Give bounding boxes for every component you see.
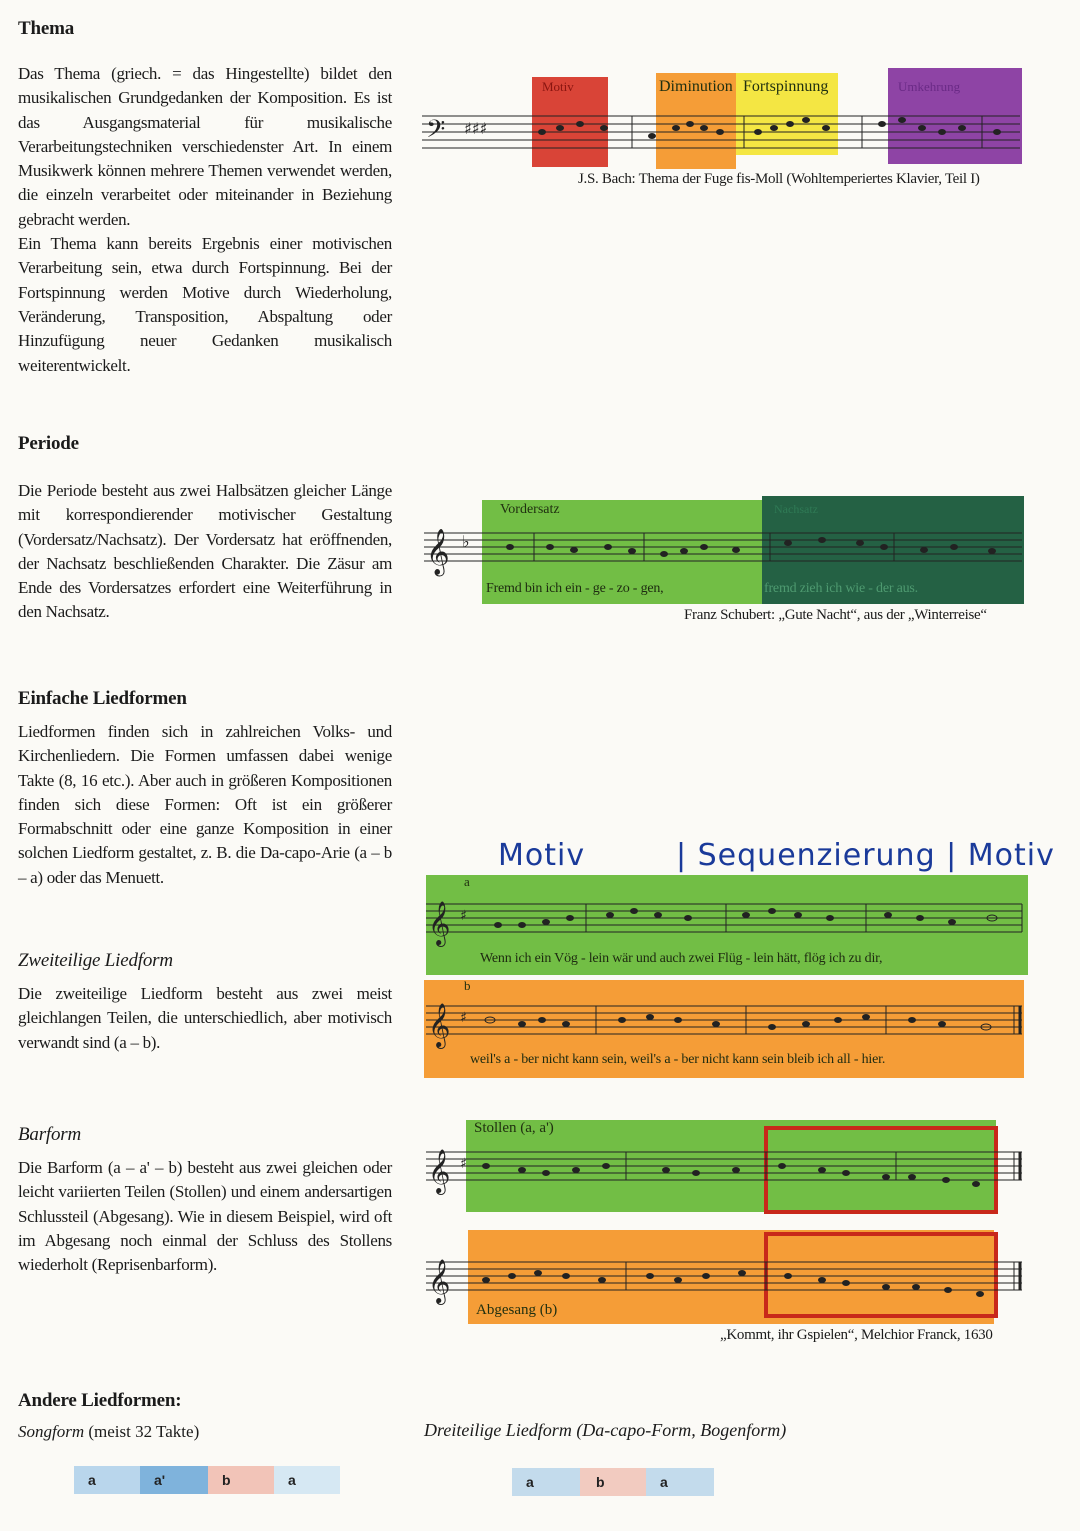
thema-paragraph-2: Ein Thema kann bereits Ergebnis einer motivischen Verarbeitung sein, etwa durch Fortspinnung. Bei der Fortspinnung werden Motive durch Wiederholung, Veränderung, Transposition, Abspaltung oder Hinzufügung neuer Gedanken musikalisch weiterentwickelt. xyxy=(18,234,392,375)
svg-text:♭: ♭ xyxy=(462,532,470,551)
mark-a: a xyxy=(464,874,470,889)
einfache-paragraph: Liedformen finden sich in zahlreichen Volks- und Kirchenliedern. Die Formen umfassen dabei wenige Takte (8, 16 etc.). Aber auch in größeren Kompositionen finden sich diese Formen: Oft ist ein größerer Formabschnitt oder eine ganze Komposition in einer solchen Liedform gestaltet, z. B. die Da-capo-Arie (a – b – a) oder das Menuett. xyxy=(18,722,392,887)
svg-text:♯♯♯: ♯♯♯ xyxy=(464,119,488,138)
section-barform xyxy=(18,1124,392,1277)
section-einfache-liedformen xyxy=(18,688,392,890)
voeglein-staff-1 xyxy=(426,898,1024,948)
songform-line xyxy=(18,1422,392,1442)
bach-staff xyxy=(422,102,1022,172)
dreiteilige-liedform-heading: Dreiteilige Liedform (Da-capo-Form, Bogenform) xyxy=(424,1420,787,1440)
chip-songform-a3: a xyxy=(274,1466,340,1494)
heading-thema: Thema xyxy=(18,18,75,39)
chip-songform-b: b xyxy=(208,1466,274,1494)
voeglein-staff-2 xyxy=(426,1000,1024,1050)
svg-text:𝄢: 𝄢 xyxy=(426,115,446,150)
chip-dreiteilig-a1: a xyxy=(512,1468,580,1496)
zweiteilig-paragraph: Die zweiteilige Liedform besteht aus zwei meist gleichlangen Teilen, die unterschiedlich, aber motivisch verwandt sind (a – b). xyxy=(18,984,392,1052)
lyrics-nachsatz: fremd zieh ich wie - der aus. xyxy=(764,581,918,596)
label-vordersatz: Vordersatz xyxy=(500,502,560,517)
label-abgesang: Abgesang (b) xyxy=(476,1302,558,1318)
chip-dreiteilig-b: b xyxy=(580,1468,646,1496)
heading-periode: Periode xyxy=(18,433,79,454)
songform-title: Songform xyxy=(18,1422,85,1441)
svg-text:♯: ♯ xyxy=(460,908,467,924)
songform-detail: (meist 32 Takte) xyxy=(88,1422,200,1441)
svg-text:𝄞: 𝄞 xyxy=(428,1149,451,1193)
heading-andere-liedformen: Andere Liedformen: xyxy=(18,1390,182,1411)
franck-staff-2 xyxy=(426,1256,1024,1306)
barform-paragraph: Die Barform (a – a' – b) besteht aus zwei gleichen oder leicht variierten Teilen (Stollen) und einem andersartigen Schlussteil (Abgesang). Wie in diesem Beispiel, wird oft im Abgesang noch einmal der Schluss des Stollens wiederholt (Reprisenbarform). xyxy=(18,1158,392,1275)
label-fortspinnung: Fortspinnung xyxy=(743,78,829,95)
section-zweiteilige-liedform xyxy=(18,950,392,1055)
handwritten-motiv: Motiv xyxy=(498,838,586,873)
label-stollen: Stollen (a, a') xyxy=(474,1120,554,1136)
heading-einfache-liedformen: Einfache Liedformen xyxy=(18,688,187,709)
caption-schubert: Franz Schubert: „Gute Nacht“, aus der „Winterreise“ xyxy=(684,607,987,623)
lyrics-line-1: Wenn ich ein Vög - lein wär und auch zwei Flüg - lein hätt, flög ich zu dir, xyxy=(480,951,883,966)
section-andere-liedformen xyxy=(18,1390,392,1442)
chip-songform-a2: a' xyxy=(140,1466,208,1494)
svg-text:♯: ♯ xyxy=(460,1010,467,1026)
svg-text:𝄞: 𝄞 xyxy=(428,1259,451,1303)
chip-dreiteilig-a2: a xyxy=(646,1468,714,1496)
mark-b: b xyxy=(464,978,471,993)
heading-zweiteilige-liedform: Zweiteilige Liedform xyxy=(18,950,173,971)
handwritten-sequenzierung: | Sequenzierung | Motiv xyxy=(676,838,1055,873)
svg-text:𝄞: 𝄞 xyxy=(428,901,451,945)
label-nachsatz: Nachsatz xyxy=(774,502,818,516)
label-umkehrung: Umkehrung xyxy=(898,79,961,94)
svg-text:𝄞: 𝄞 xyxy=(428,1003,451,1047)
periode-paragraph: Die Periode besteht aus zwei Halbsätzen gleicher Länge mit korrespondierender motivischer Gestaltung (Vordersatz/Nachsatz). Der Vordersatz hat eröffnenden, der Nachsatz beschließenden Charakter. Die Zäsur am Ende des Vordersatzes erfordert eine Weiterführung in den Nachsatz. xyxy=(18,481,392,622)
caption-franck: „Kommt, ihr Gspielen“, Melchior Franck, 1630 xyxy=(720,1327,993,1343)
caption-bach: J.S. Bach: Thema der Fuge fis-Moll (Wohltemperiertes Klavier, Teil I) xyxy=(578,171,980,187)
svg-text:𝄞: 𝄞 xyxy=(426,529,450,575)
label-diminution: Diminution xyxy=(659,78,733,95)
section-thema xyxy=(18,18,392,378)
lyrics-vordersatz: Fremd bin ich ein - ge - zo - gen, xyxy=(486,581,664,596)
schubert-staff xyxy=(424,523,1024,583)
thema-paragraph-1: Das Thema (griech. = das Hingestellte) bildet den musikalischen Grundgedanken der Komposition. Es ist das Ausgangsmaterial für musikalische Verarbeitungstechniken verschiedenster Art. In einem Musikwerk können mehrere Themen verwendet werden, die einzeln verarbeitet oder miteinander in Beziehung gebracht werden. xyxy=(18,64,392,229)
section-periode xyxy=(18,433,392,625)
chip-songform-a1: a xyxy=(74,1466,140,1494)
lyrics-line-2: weil's a - ber nicht kann sein, weil's a - ber nicht kann sein bleib ich all - hier. xyxy=(470,1052,886,1067)
label-motiv: Motiv xyxy=(542,79,574,94)
svg-text:♯: ♯ xyxy=(460,1156,467,1172)
franck-staff-1 xyxy=(426,1146,1024,1196)
heading-barform: Barform xyxy=(18,1124,81,1145)
